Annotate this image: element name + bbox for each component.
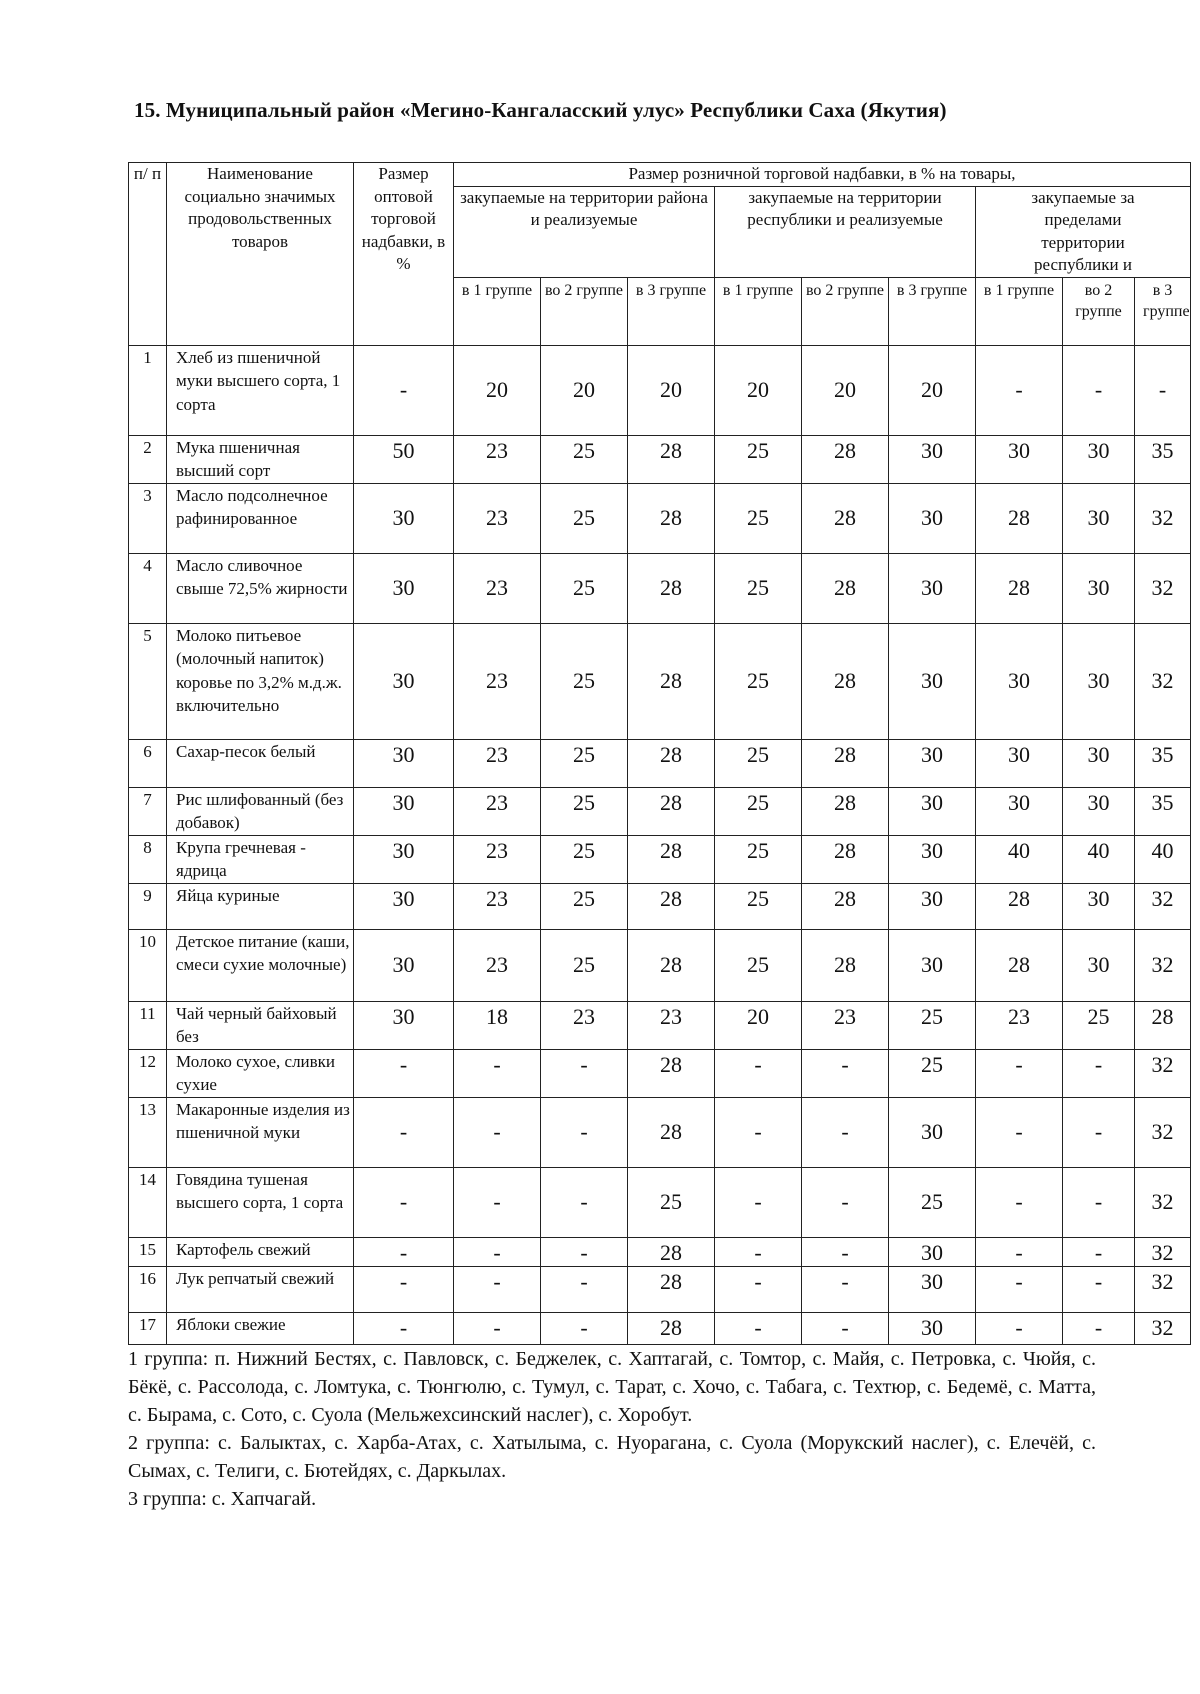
product-name: Крупа гречневая - ядрица — [167, 835, 354, 883]
wholesale-markup: - — [354, 345, 454, 435]
product-name: Хлеб из пшеничной муки высшего сорта, 1 сорта — [167, 345, 354, 435]
header-group-outside: закупаемые за пределами территории республики и — [976, 186, 1191, 277]
retail-markup: - — [976, 1237, 1063, 1266]
table-row — [129, 1001, 1191, 1049]
product-name: Говядина тушеная высшего сорта, 1 сорта — [167, 1167, 354, 1237]
retail-markup: 30 — [1063, 883, 1135, 929]
retail-markup: 23 — [454, 929, 541, 1001]
retail-markup: - — [1063, 1237, 1135, 1266]
retail-markup: 30 — [889, 623, 976, 739]
retail-markup: - — [1063, 1312, 1135, 1344]
row-number: 3 — [129, 483, 167, 553]
row-number: 4 — [129, 553, 167, 623]
retail-markup: 23 — [454, 739, 541, 787]
retail-markup: - — [802, 1237, 889, 1266]
retail-markup: 28 — [976, 553, 1063, 623]
retail-markup: - — [541, 1312, 628, 1344]
retail-markup: 35 — [1135, 739, 1191, 787]
row-number: 7 — [129, 787, 167, 835]
retail-markup: 25 — [715, 623, 802, 739]
retail-markup: 28 — [976, 483, 1063, 553]
row-number: 11 — [129, 1001, 167, 1049]
retail-markup: 35 — [1135, 787, 1191, 835]
retail-markup: 23 — [976, 1001, 1063, 1049]
wholesale-markup: 50 — [354, 435, 454, 483]
product-name: Масло подсолнечное рафинированное — [167, 483, 354, 553]
retail-markup: 25 — [715, 787, 802, 835]
retail-markup: 23 — [454, 835, 541, 883]
retail-markup: 23 — [454, 787, 541, 835]
retail-markup: 18 — [454, 1001, 541, 1049]
markup-table — [128, 162, 1191, 1345]
retail-markup: 20 — [715, 345, 802, 435]
retail-markup: 28 — [628, 1237, 715, 1266]
header-subgroup: в 3 группе — [889, 277, 976, 345]
retail-markup: 30 — [889, 1312, 976, 1344]
header-num: п/ п — [129, 163, 167, 346]
table-row — [129, 1097, 1191, 1167]
retail-markup: 30 — [976, 435, 1063, 483]
wholesale-markup: 30 — [354, 623, 454, 739]
retail-markup: 40 — [976, 835, 1063, 883]
retail-markup: 20 — [628, 345, 715, 435]
table-row — [129, 787, 1191, 835]
header-name: Наименование социально значимых продовольственных товаров — [167, 163, 354, 346]
retail-markup: - — [715, 1049, 802, 1097]
retail-markup: 30 — [889, 883, 976, 929]
retail-markup: - — [802, 1049, 889, 1097]
retail-markup: - — [802, 1167, 889, 1237]
retail-markup: - — [976, 1167, 1063, 1237]
retail-markup: - — [541, 1049, 628, 1097]
retail-markup: 30 — [889, 435, 976, 483]
table-row — [129, 345, 1191, 435]
retail-markup: 30 — [1063, 483, 1135, 553]
groups-legend — [128, 1345, 1096, 1513]
legend-group-1: 1 группа: п. Нижний Бестях, с. Павловск, с. Беджелек, с. Хаптагай, с. Томтор, с. Майя, с. Петровка, с. Чюйя, с. Бёкё, с. Рассолода, с. Ломтука, с. Тюнгюлю, с. Тумул, с. Тарат, с. Хочо, с. Табага, с. Техтюр, с. Бедемё, с. Матта, с. Бырама, с. Сото, с. Суола (Мельжехсинский наслег), с. Хоробут. — [128, 1348, 1096, 1426]
retail-markup: 28 — [628, 787, 715, 835]
row-number: 17 — [129, 1312, 167, 1344]
header-subgroup: в 3 группе — [1135, 277, 1191, 345]
row-number: 12 — [129, 1049, 167, 1097]
retail-markup: 28 — [628, 739, 715, 787]
retail-markup: - — [454, 1049, 541, 1097]
retail-markup: 30 — [889, 929, 976, 1001]
retail-markup: - — [454, 1312, 541, 1344]
header-subgroup: во 2 группе — [1063, 277, 1135, 345]
retail-markup: - — [976, 1049, 1063, 1097]
header-group-district: закупаемые на территории района и реализуемые — [454, 186, 715, 277]
retail-markup: 28 — [976, 929, 1063, 1001]
row-number: 15 — [129, 1237, 167, 1266]
retail-markup: 20 — [715, 1001, 802, 1049]
retail-markup: 25 — [715, 739, 802, 787]
retail-markup: 30 — [976, 787, 1063, 835]
retail-markup: 25 — [715, 553, 802, 623]
retail-markup: 28 — [802, 623, 889, 739]
product-name: Чай черный байховый без — [167, 1001, 354, 1049]
wholesale-markup: - — [354, 1266, 454, 1312]
retail-markup: 32 — [1135, 483, 1191, 553]
header-subgroup: во 2 группе — [802, 277, 889, 345]
retail-markup: 28 — [628, 435, 715, 483]
retail-markup: 25 — [541, 835, 628, 883]
retail-markup: 30 — [976, 739, 1063, 787]
retail-markup: 32 — [1135, 1097, 1191, 1167]
retail-markup: - — [802, 1312, 889, 1344]
wholesale-markup: 30 — [354, 553, 454, 623]
retail-markup: 30 — [889, 787, 976, 835]
retail-markup: 23 — [454, 483, 541, 553]
retail-markup: 30 — [889, 553, 976, 623]
retail-markup: - — [1063, 1097, 1135, 1167]
retail-markup: 28 — [628, 1049, 715, 1097]
retail-markup: 25 — [715, 835, 802, 883]
wholesale-markup: 30 — [354, 739, 454, 787]
retail-markup: 25 — [541, 435, 628, 483]
legend-group-2: 2 группа: с. Балыктах, с. Харба-Атах, с. Хатылыма, с. Нуорагана, с. Суола (Морукский наслег), с. Елечёй, с. Сымах, с. Телиги, с. Бютейдях, с. Даркылах. — [128, 1432, 1096, 1482]
product-name: Лук репчатый свежий — [167, 1266, 354, 1312]
retail-markup: - — [802, 1266, 889, 1312]
retail-markup: 32 — [1135, 929, 1191, 1001]
retail-markup: 25 — [1063, 1001, 1135, 1049]
retail-markup: 25 — [628, 1167, 715, 1237]
table-row — [129, 435, 1191, 483]
retail-markup: - — [541, 1237, 628, 1266]
table-row — [129, 929, 1191, 1001]
retail-markup: 40 — [1135, 835, 1191, 883]
product-name: Рис шлифованный (без добавок) — [167, 787, 354, 835]
retail-markup: 28 — [976, 883, 1063, 929]
retail-markup: 28 — [1135, 1001, 1191, 1049]
retail-markup: 28 — [802, 739, 889, 787]
retail-markup: 23 — [454, 883, 541, 929]
retail-markup: 30 — [1063, 435, 1135, 483]
retail-markup: 23 — [541, 1001, 628, 1049]
table-row — [129, 1237, 1191, 1266]
retail-markup: 32 — [1135, 1312, 1191, 1344]
retail-markup: - — [715, 1167, 802, 1237]
row-number: 13 — [129, 1097, 167, 1167]
table-row — [129, 1266, 1191, 1312]
retail-markup: 25 — [541, 739, 628, 787]
header-group-republic: закупаемые на территории республики и реализуемые — [715, 186, 976, 277]
retail-markup: - — [976, 345, 1063, 435]
retail-markup: 25 — [541, 623, 628, 739]
retail-markup: - — [715, 1237, 802, 1266]
retail-markup: 20 — [454, 345, 541, 435]
retail-markup: 23 — [628, 1001, 715, 1049]
row-number: 1 — [129, 345, 167, 435]
retail-markup: 25 — [715, 883, 802, 929]
retail-markup: 25 — [889, 1001, 976, 1049]
table-row — [129, 1049, 1191, 1097]
wholesale-markup: 30 — [354, 929, 454, 1001]
retail-markup: 25 — [541, 553, 628, 623]
product-name: Макаронные изделия из пшеничной муки — [167, 1097, 354, 1167]
row-number: 6 — [129, 739, 167, 787]
retail-markup: 30 — [976, 623, 1063, 739]
retail-markup: 28 — [628, 835, 715, 883]
table-row — [129, 739, 1191, 787]
retail-markup: 40 — [1063, 835, 1135, 883]
row-number: 2 — [129, 435, 167, 483]
retail-markup: - — [1063, 1167, 1135, 1237]
row-number: 5 — [129, 623, 167, 739]
table-row — [129, 835, 1191, 883]
retail-markup: - — [454, 1237, 541, 1266]
retail-markup: 20 — [541, 345, 628, 435]
table-row — [129, 1312, 1191, 1344]
retail-markup: 20 — [889, 345, 976, 435]
product-name: Картофель свежий — [167, 1237, 354, 1266]
retail-markup: 23 — [454, 435, 541, 483]
retail-markup: 32 — [1135, 1167, 1191, 1237]
retail-markup: - — [976, 1097, 1063, 1167]
header-subgroup: в 1 группе — [715, 277, 802, 345]
product-name: Детское питание (каши, смеси сухие молочные) — [167, 929, 354, 1001]
retail-markup: - — [1063, 345, 1135, 435]
retail-markup: 32 — [1135, 623, 1191, 739]
retail-markup: - — [541, 1266, 628, 1312]
retail-markup: - — [1063, 1049, 1135, 1097]
retail-markup: 25 — [715, 435, 802, 483]
retail-markup: 30 — [889, 1266, 976, 1312]
retail-markup: - — [715, 1312, 802, 1344]
header-wholesale: Размер оптовой торговой надбавки, в % — [354, 163, 454, 346]
retail-markup: 30 — [889, 739, 976, 787]
retail-markup: 28 — [628, 929, 715, 1001]
document-title: 15. Муниципальный район «Мегино-Кангаласский улус» Республики Саха (Якутия) — [134, 98, 947, 122]
retail-markup: - — [976, 1312, 1063, 1344]
retail-markup: 28 — [802, 929, 889, 1001]
retail-markup: - — [454, 1097, 541, 1167]
wholesale-markup: 30 — [354, 835, 454, 883]
header-subgroup: во 2 группе — [541, 277, 628, 345]
retail-markup: 28 — [628, 1097, 715, 1167]
retail-markup: 32 — [1135, 1237, 1191, 1266]
retail-markup: 25 — [541, 883, 628, 929]
product-name: Яйца куриные — [167, 883, 354, 929]
header-retail: Размер розничной торговой надбавки, в % на товары, — [454, 163, 1191, 187]
retail-markup: 25 — [889, 1167, 976, 1237]
wholesale-markup: - — [354, 1167, 454, 1237]
retail-markup: 30 — [889, 1237, 976, 1266]
product-name: Мука пшеничная высший сорт — [167, 435, 354, 483]
retail-markup: 28 — [802, 883, 889, 929]
wholesale-markup: 30 — [354, 883, 454, 929]
table-row — [129, 623, 1191, 739]
retail-markup: 25 — [889, 1049, 976, 1097]
retail-markup: 28 — [628, 623, 715, 739]
header-subgroup: в 1 группе — [454, 277, 541, 345]
retail-markup: 30 — [1063, 929, 1135, 1001]
row-number: 8 — [129, 835, 167, 883]
row-number: 9 — [129, 883, 167, 929]
retail-markup: 32 — [1135, 1049, 1191, 1097]
retail-markup: 32 — [1135, 883, 1191, 929]
retail-markup: 32 — [1135, 1266, 1191, 1312]
table-row — [129, 883, 1191, 929]
header-subgroup: в 1 группе — [976, 277, 1063, 345]
retail-markup: 28 — [628, 1266, 715, 1312]
legend-group-3: 3 группа: с. Хапчагай. — [128, 1488, 317, 1510]
retail-markup: - — [541, 1167, 628, 1237]
retail-markup: 28 — [802, 787, 889, 835]
retail-markup: - — [454, 1266, 541, 1312]
retail-markup: 28 — [628, 553, 715, 623]
retail-markup: 30 — [1063, 739, 1135, 787]
retail-markup: 23 — [454, 623, 541, 739]
retail-markup: - — [802, 1097, 889, 1167]
table-row — [129, 553, 1191, 623]
retail-markup: - — [976, 1266, 1063, 1312]
retail-markup: 32 — [1135, 553, 1191, 623]
retail-markup: 30 — [1063, 787, 1135, 835]
retail-markup: 25 — [541, 787, 628, 835]
retail-markup: 30 — [889, 483, 976, 553]
retail-markup: 25 — [715, 483, 802, 553]
wholesale-markup: - — [354, 1312, 454, 1344]
retail-markup: - — [715, 1266, 802, 1312]
retail-markup: 30 — [1063, 623, 1135, 739]
wholesale-markup: 30 — [354, 1001, 454, 1049]
row-number: 16 — [129, 1266, 167, 1312]
table-row — [129, 1167, 1191, 1237]
retail-markup: 25 — [715, 929, 802, 1001]
retail-markup: - — [1135, 345, 1191, 435]
retail-markup: 23 — [454, 553, 541, 623]
retail-markup: 35 — [1135, 435, 1191, 483]
retail-markup: - — [454, 1167, 541, 1237]
retail-markup: - — [541, 1097, 628, 1167]
retail-markup: 23 — [802, 1001, 889, 1049]
retail-markup: - — [715, 1097, 802, 1167]
retail-markup: 28 — [628, 883, 715, 929]
wholesale-markup: 30 — [354, 787, 454, 835]
retail-markup: 28 — [628, 1312, 715, 1344]
header-subgroup: в 3 группе — [628, 277, 715, 345]
product-name: Молоко питьевое (молочный напиток) коровье по 3,2% м.д.ж. включительно — [167, 623, 354, 739]
row-number: 10 — [129, 929, 167, 1001]
retail-markup: 28 — [802, 553, 889, 623]
retail-markup: 30 — [889, 835, 976, 883]
retail-markup: - — [1063, 1266, 1135, 1312]
retail-markup: 30 — [1063, 553, 1135, 623]
retail-markup: 28 — [802, 835, 889, 883]
retail-markup: 25 — [541, 929, 628, 1001]
product-name: Молоко сухое, сливки сухие — [167, 1049, 354, 1097]
table-row — [129, 483, 1191, 553]
product-name: Масло сливочное свыше 72,5% жирности — [167, 553, 354, 623]
retail-markup: 30 — [889, 1097, 976, 1167]
product-name: Яблоки свежие — [167, 1312, 354, 1344]
wholesale-markup: - — [354, 1097, 454, 1167]
wholesale-markup: 30 — [354, 483, 454, 553]
retail-markup: 25 — [541, 483, 628, 553]
wholesale-markup: - — [354, 1237, 454, 1266]
product-name: Сахар-песок белый — [167, 739, 354, 787]
retail-markup: 20 — [802, 345, 889, 435]
wholesale-markup: - — [354, 1049, 454, 1097]
retail-markup: 28 — [802, 483, 889, 553]
row-number: 14 — [129, 1167, 167, 1237]
retail-markup: 28 — [628, 483, 715, 553]
retail-markup: 28 — [802, 435, 889, 483]
